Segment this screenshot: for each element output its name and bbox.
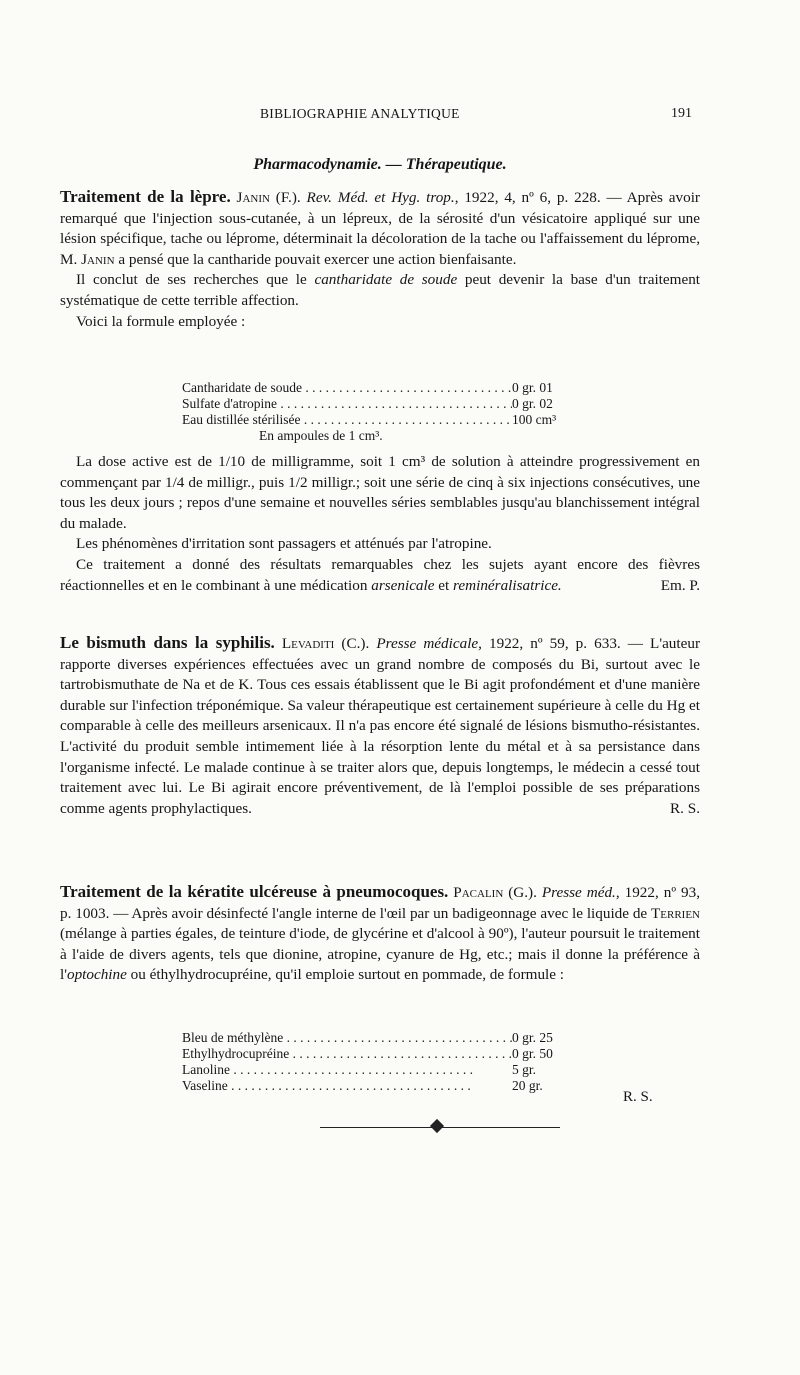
article-paragraph: Voici la formule employée :	[76, 312, 246, 330]
formula-table	[182, 1030, 553, 1094]
article-author: Janin	[236, 189, 270, 206]
formula-value: 20 gr.	[512, 1078, 543, 1093]
formula-value: 0 gr. 25	[512, 1030, 553, 1045]
formula-table	[182, 380, 556, 444]
author-initial: (F.).	[269, 189, 307, 206]
running-header	[60, 106, 700, 126]
formula-name: Bleu de méthylène . . .	[182, 1030, 512, 1046]
formula-row	[182, 1078, 553, 1094]
paragraph-text: peut devenir la base d'un traitement systématique de cette terrible affection.	[60, 271, 701, 309]
article-text: , 1922, nº 93, p. 1003. — Après avoir désinfecté l'angle interne de l'œil par un badigeonnage avec le liquide de	[60, 884, 700, 922]
article-lepre	[60, 187, 700, 332]
formula-value: 5 gr.	[512, 1062, 537, 1077]
formula-name: Eau distillée stérilisée . . .	[182, 412, 512, 428]
article-text: (mélange à parties égales, de teinture d'iode, de glycérine et d'alcool à 90º), l'auteur poursuit le traitement à l'aide de divers agents, tels que dionine, atropine, cyanure de Hg, etc.; mais il donne la préférence à l'	[60, 925, 700, 984]
page-number: 191	[671, 106, 692, 121]
article-bismuth	[60, 633, 700, 819]
signature: R. S.	[623, 1089, 653, 1105]
paragraph-text: Ce traitement a donné des résultats remarquables chez les sujets ayant encore des fièvres réactionnelles et en le combinant à une médication	[60, 555, 700, 594]
signature: R. S.	[670, 799, 700, 817]
formula-row	[182, 1062, 553, 1078]
article-paragraph	[60, 270, 700, 311]
article-author: Pacalin	[453, 884, 504, 901]
formula-name: Sulfate d'atropine . . .	[182, 396, 512, 412]
formula-value: 0 gr. 02	[512, 396, 553, 411]
formula-row	[182, 380, 556, 396]
paragraph-end: a pensé que la cantharide pouvait exercer une action bienfaisante.	[114, 250, 517, 268]
formula-name: Lanoline . . .	[182, 1062, 512, 1078]
formula-row	[182, 412, 556, 428]
journal-name: Rev. Méd. et Hyg. trop.	[306, 189, 455, 206]
article-title: Le bismuth dans la syphilis.	[60, 633, 275, 652]
running-title: BIBLIOGRAPHIE ANALYTIQUE	[260, 106, 460, 121]
author-mention: Terrien	[651, 904, 700, 922]
journal-name: Presse médicale	[376, 635, 479, 652]
formula-value: 0 gr. 50	[512, 1046, 553, 1061]
article-paragraph	[60, 882, 700, 986]
paragraph-text: Il conclut de ses recherches que le	[76, 271, 315, 289]
formula-row	[182, 1030, 553, 1046]
author-initial: (C.).	[334, 635, 377, 652]
article-title: Traitement de la kératite ulcéreuse à pneumocoques.	[60, 882, 449, 901]
article-text: ou éthylhydrocupréine, qu'il emploie surtout en pommade, de formule :	[126, 966, 565, 984]
formula-note: En ampoules de 1 cm³.	[259, 428, 383, 443]
article-lepre-continued	[60, 452, 700, 596]
italic-term: cantharidate de soude	[314, 271, 458, 289]
article-paragraph	[60, 633, 700, 819]
article-text: , 1922, nº 59, p. 633. — L'auteur rapporte diverses expériences effectuées avec un grand nombre de composés du Bi, surtout avec le tartrobismuthate de Na et de K. Tous ces essais établissent que le Bi agit profondément et d'une manière durable sur l'infection tréponémique. Sa valeur thérapeutique est certainement supérieure à celle du Hg et comparable à celle des meilleurs arsenicaux. Il n'a pas encore été signalé de lésions bismutho-résistantes. L'activité du produit semble intimement liée à la résorption lente du métal et à sa persistance dans l'organisme infecté. Le malade continue à se traiter alors que, depuis longtemps, le médecin a cessé tout traitement avec lui. Le Bi agirait encore préventivement, de là l'emploi possible de ses préparations comme agents prophylactiques.	[60, 635, 701, 817]
formula-value: 0 gr. 01	[512, 380, 553, 395]
article-paragraph	[60, 187, 700, 270]
article-paragraph: Les phénomènes d'irritation sont passagers et atténués par l'atropine.	[76, 535, 492, 553]
formula-row	[182, 1046, 553, 1062]
signature: Em. P.	[660, 576, 700, 594]
diamond-ornament-icon	[430, 1119, 444, 1133]
paragraph-text: et	[434, 576, 454, 594]
journal-name: Presse méd.	[541, 884, 616, 901]
article-keratite	[60, 882, 700, 986]
formula-value: 100 cm³	[512, 412, 557, 427]
section-title: Pharmacodynamie. — Thérapeutique.	[253, 156, 507, 173]
author-mention: Janin	[81, 250, 115, 268]
article-paragraph: La dose active est de 1/10 de milligramme, soit 1 cm³ de solution à atteindre progressivement en commençant par 1/4 de milligr., puis 1/2 milligr.; soit une série de cinq à six injections consécutives, une tous les deux jours ; repos d'une semaine et nouvelles séries semblables jusqu'au blanchissement intégral du malade.	[60, 453, 700, 532]
italic-term: arsenicale	[371, 576, 435, 594]
article-author: Levaditi	[281, 635, 335, 652]
formula-name: Ethylhydrocupréine . . .	[182, 1046, 512, 1062]
citation-text: , 1922, 4, nº 6, p. 228. — Après avoir remarqué que l'injection sous-cutanée, à un lépreux, de la sérosité d'un vésicatoire appliqué sur une lésion spécifique, tache ou léprome, déterminait la décoloration de la tache ou l'affaissement du léprome, M.	[60, 189, 700, 268]
formula-row	[182, 396, 556, 412]
formula-name: Cantharidate de soude . . .	[182, 380, 512, 396]
formula-name: Vaseline . . .	[182, 1078, 512, 1094]
author-initial: (G.).	[503, 884, 542, 901]
italic-term: optochine	[66, 966, 127, 984]
article-title: Traitement de la lèpre.	[60, 187, 231, 206]
article-paragraph	[60, 555, 700, 596]
italic-term: reminéralisatrice.	[453, 576, 562, 594]
